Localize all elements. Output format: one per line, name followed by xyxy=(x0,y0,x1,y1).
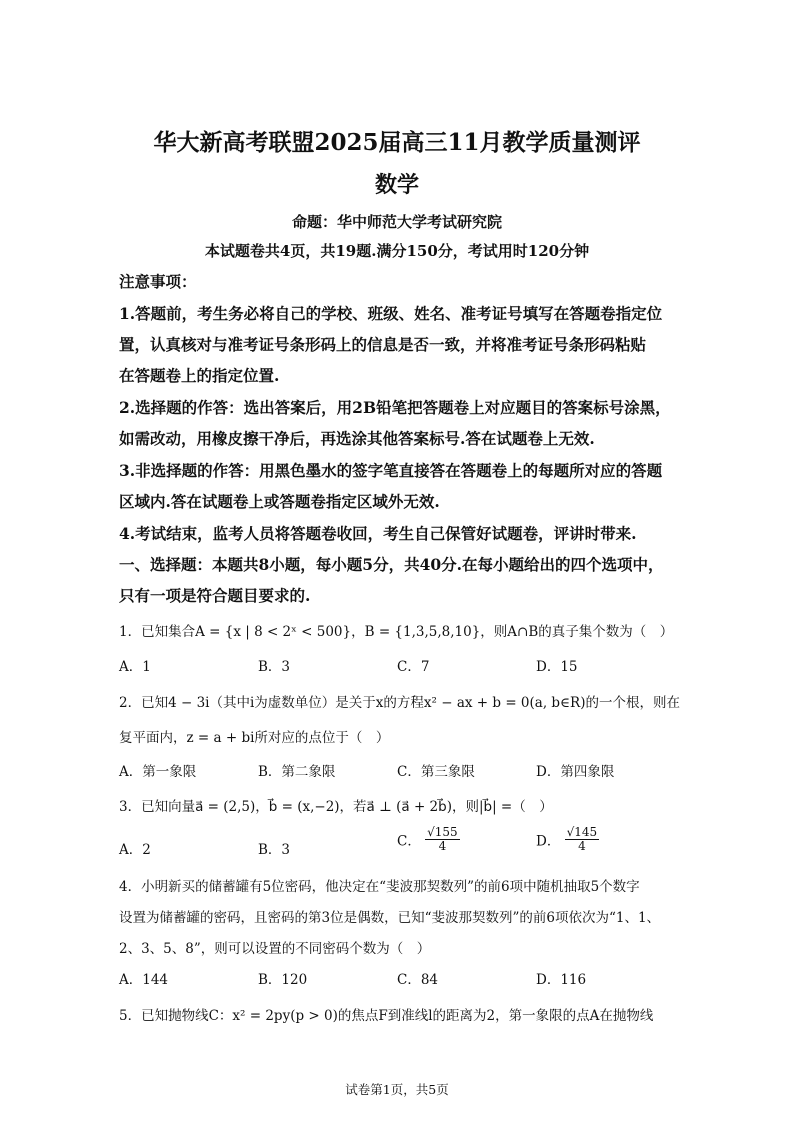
q1-option-c: C．7 xyxy=(397,659,430,675)
section-heading: 一、选择题：本题共8小题，每小题5分，共40分.在每小题给出的四个选项中， xyxy=(119,555,664,574)
notice-line: 2.选择题的作答：选出答案后，用2B铅笔把答题卷上对应题目的答案标号涂黑， xyxy=(119,398,671,417)
notice-heading: 注意事项： xyxy=(119,272,197,291)
q4-option-d: D．116 xyxy=(536,972,587,988)
subject-title: 数学 xyxy=(374,172,419,198)
q3-option-c-label: C． xyxy=(397,833,421,850)
fraction-numerator: √155 xyxy=(427,825,458,839)
q3-option-a: A．2 xyxy=(119,842,151,858)
fraction xyxy=(565,826,600,853)
notice-line: 1.答题前，考生务必将自己的学校、班级、姓名、准考证号填写在答题卷指定位 xyxy=(119,304,663,323)
question-2-line: 复平面内，z = a + bi所对应的点位于（ ） xyxy=(119,730,390,746)
q3-option-d-label: D． xyxy=(536,833,561,850)
question-2-line: 2．已知4 − 3i（其中i为虚数单位）是关于x的方程x² − ax + b = 0(a, b∈R)的一个根，则在 xyxy=(119,695,680,711)
q1-option-b: B．3 xyxy=(258,659,291,675)
notice-line: 置，认真核对与准考证号条形码上的信息是否一致，并将准考证号条形码粘贴 xyxy=(119,335,647,354)
notice-line: 4.考试结束，监考人员将答题卷收回，考生自己保管好试题卷，评讲时带来. xyxy=(119,524,637,543)
q2-option-a: A．第一象限 xyxy=(119,764,197,780)
q1-option-a: A．1 xyxy=(119,659,151,675)
question-1-stem: 1．已知集合A = {x | 8 < 2ˣ < 500}，B = {1,3,5,8,10}，则A∩B的真子集个数为（ ） xyxy=(119,624,674,640)
exam-info-line: 本试题卷共4页，共19题.满分150分，考试用时120分钟 xyxy=(204,242,590,260)
notice-line: 区域内.答在试题卷上或答题卷指定区域外无效. xyxy=(119,492,440,511)
q3-option-d xyxy=(536,826,599,853)
section-heading: 只有一项是符合题目要求的. xyxy=(119,586,311,605)
notice-line: 如需改动，用橡皮擦干净后，再选涂其他答案标号.答在试题卷上无效. xyxy=(119,429,595,448)
q2-option-d: D．第四象限 xyxy=(536,764,615,780)
author-line: 命题：华中师范大学考试研究院 xyxy=(291,213,502,231)
fraction-denominator: 4 xyxy=(578,839,586,854)
q4-option-c: C．84 xyxy=(397,972,439,988)
question-4-line: 2、3、5、8”，则可以设置的不同密码个数为（ ） xyxy=(119,941,431,957)
notice-line: 在答题卷上的指定位置. xyxy=(119,366,280,385)
question-3-stem: 3．已知向量a⃗ = (2,5)，b⃗ = (x,−2)，若a⃗ ⊥ (a⃗ + 2b⃗)，则|b⃗| =（ ） xyxy=(119,799,553,815)
notice-line: 3.非选择题的作答：用黑色墨水的签字笔直接答在答题卷上的每题所对应的答题 xyxy=(119,461,663,480)
question-4-line: 4．小明新买的储蓄罐有5位密码，他决定在“斐波那契数列”的前6项中随机抽取5个数字 xyxy=(119,879,640,895)
q3-option-c xyxy=(397,826,460,853)
question-4-line: 设置为储蓄罐的密码，且密码的第3位是偶数，已知“斐波那契数列”的前6项依次为“1、1、 xyxy=(119,910,661,926)
q4-option-b: B．120 xyxy=(258,972,308,988)
q3-option-b: B．3 xyxy=(258,842,291,858)
q4-option-a: A．144 xyxy=(119,972,169,988)
fraction xyxy=(425,826,460,853)
fraction-denominator: 4 xyxy=(438,839,447,854)
fraction-numerator: √145 xyxy=(566,825,598,839)
page-footer: 试卷第1页，共5页 xyxy=(345,1082,449,1097)
q2-option-b: B．第二象限 xyxy=(258,764,336,780)
q1-option-d: D．15 xyxy=(536,659,578,675)
question-5-line: 5．已知抛物线C：x² = 2py(p > 0)的焦点F到准线l的距离为2，第一象限的点A在抛物线 xyxy=(119,1008,654,1024)
exam-title: 华大新高考联盟2025届高三11月教学质量测评 xyxy=(153,129,641,156)
q2-option-c: C．第三象限 xyxy=(397,764,475,780)
